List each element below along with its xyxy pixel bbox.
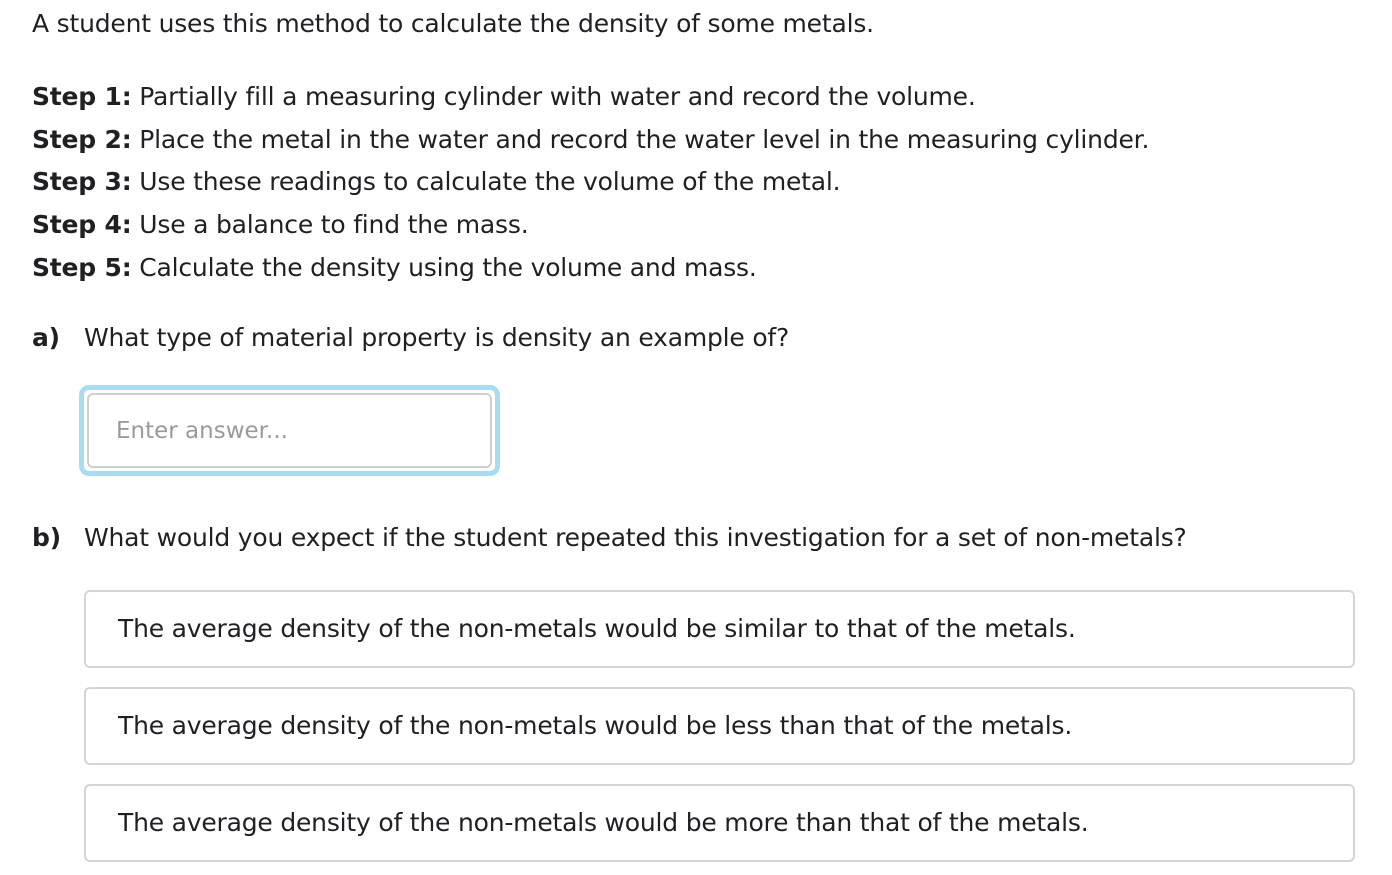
option-more[interactable]: The average density of the non-metals would be more than that of the metals.	[84, 784, 1355, 862]
step-text: Calculate the density using the volume and mass.	[139, 252, 757, 282]
step-4	[32, 206, 1149, 249]
step-text: Partially fill a measuring cylinder with water and record the volume.	[139, 82, 976, 111]
intro-text: A student uses this method to calculate the density of some metals.	[32, 9, 874, 38]
step-1	[32, 78, 1149, 121]
step-label: Step 3:	[32, 167, 132, 197]
option-less[interactable]: The average density of the non-metals would be less than that of the metals.	[84, 687, 1355, 765]
step-5	[32, 249, 1149, 292]
step-label: Step 1:	[32, 82, 132, 111]
step-3	[32, 163, 1149, 206]
step-text: Use a balance to find the mass.	[139, 210, 529, 240]
step-text: Place the metal in the water and record the water level in the measuring cylinder.	[139, 124, 1150, 154]
question-b	[32, 520, 1187, 556]
question-text: What would you expect if the student repeated this investigation for a set of non-metals?	[84, 523, 1187, 552]
answer-focus-ring	[79, 385, 500, 476]
step-label: Step 5:	[32, 252, 132, 282]
option-similar[interactable]: The average density of the non-metals would be similar to that of the metals.	[84, 590, 1355, 668]
step-2	[32, 121, 1149, 164]
answer-input[interactable]	[87, 393, 492, 468]
question-a	[32, 320, 789, 356]
step-label: Step 4:	[32, 210, 132, 240]
question-letter: b)	[32, 523, 61, 552]
question-text: What type of material property is density an example of?	[84, 323, 790, 352]
step-label: Step 2:	[32, 124, 132, 154]
step-text: Use these readings to calculate the volume of the metal.	[139, 167, 841, 197]
question-letter: a)	[32, 323, 60, 352]
method-steps	[32, 78, 1149, 291]
